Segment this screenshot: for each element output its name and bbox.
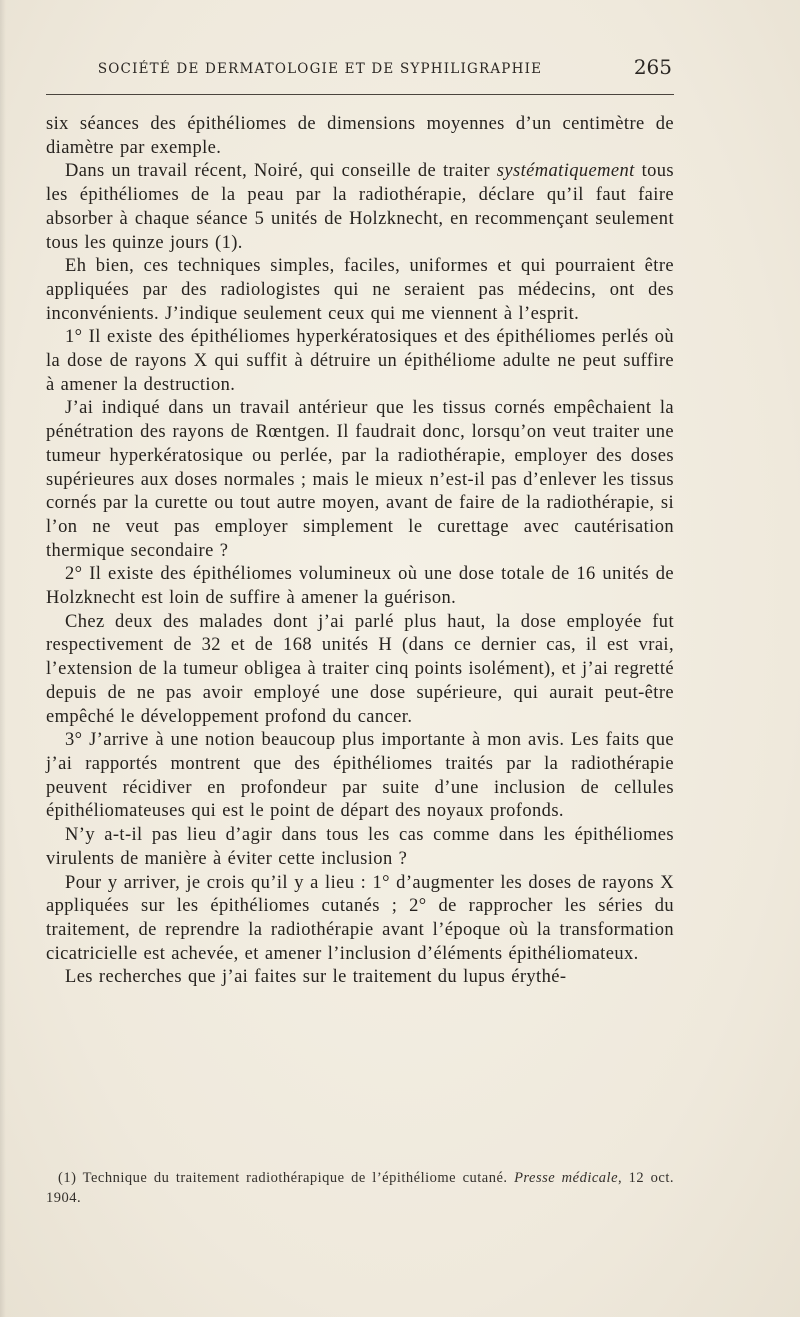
text-segment: tous les épithéliomes de la peau par la radiothérapie, déclare qu’il faut faire absorber à chaque séance 5 unités de Holzknecht, en recommençant seulement tous les quinze jours (1).: [46, 161, 675, 253]
running-head: [46, 55, 674, 85]
body-text: [46, 113, 674, 990]
page-edge-shadow: [0, 0, 6, 1317]
footnote: [46, 1168, 674, 1208]
paragraph: [46, 824, 674, 871]
text-segment: N’y a-t-il pas lieu d’agir dans tous les cas comme dans les épithéliomes virulents de manière à éviter cette inclusion ?: [46, 825, 674, 869]
italic-text: Presse médicale: [514, 1170, 619, 1186]
italic-text: systématiquement: [496, 161, 635, 182]
paragraph: [46, 872, 674, 967]
text-segment: Pour y arriver, je crois qu’il y a lieu : 1° d’augmenter les doses de rayons X appliquées sur les épithéliomes cutanés ; 2° de rapprocher les séries du traitement, de reprendre la radiothérapie avant l’époque où la transformation cicatricielle est achevée, et amener l’inclusion d’éléments épithéliomateux.: [46, 872, 674, 964]
text-segment: 2° Il existe des épithéliomes volumineux où une dose totale de 16 unités de Holzknecht est loin de suffire à amener la guérison.: [46, 564, 674, 609]
paragraph: [46, 966, 674, 990]
page-number: 265: [633, 55, 672, 79]
text-segment: six séances des épithéliomes de dimensions moyennes d’un centimètre de diamètre par exemple.: [46, 114, 674, 158]
paragraph: [46, 255, 674, 326]
running-title: SOCIÉTÉ DE DERMATOLOGIE ET DE SYPHILIGRAPHIE: [97, 61, 543, 77]
text-segment: 1° Il existe des épithéliomes hyperkératosiques et des épithéliomes perlés où la dose de rayons X qui suffit à détruire un épithéliome adulte ne peut suffire à amener la destruction.: [46, 327, 674, 395]
text-segment: Eh bien, ces techniques simples, faciles, uniformes et qui pourraient être appliquées par des radiologistes qui ne seraient pas médecins, ont des inconvénients. J’indique seulement ceux qui me viennent à l’esprit.: [46, 256, 674, 324]
text-segment: 3° J’arrive à une notion beaucoup plus importante à mon avis. Les faits que j’ai rapportés montrent que des épithéliomes traités par la radiothérapie peuvent récidiver en profondeur par suite d’une inclusion de cellules épithéliomateuses qui est le point de départ des noyaux profonds.: [46, 730, 674, 822]
text-segment: J’ai indiqué dans un travail antérieur que les tissus cornés empêchaient la pénétration des rayons de Rœntgen. Il faudrait donc, lorsqu’on veut traiter une tumeur hyperkératosique ou perlée, par la radiothérapie, employer des doses supérieures aux doses normales ; mais le mieux n’est-il pas d’enlever les tissus cornés par la curette ou tout autre moyen, avant de faire de la radiothérapie, si l’on ne veut pas employer simplement le curettage avec cautérisation thermique secondaire ?: [46, 398, 674, 561]
paragraph: [46, 326, 674, 397]
text-segment: (1) Technique du traitement radiothérapique de l’épithéliome cutané.: [58, 1170, 515, 1186]
text-segment: Chez deux des malades dont j’ai parlé plus haut, la dose employée fut respectivement de 32 et de 168 unités H (dans ce dernier cas, il est vrai, l’extension de la tumeur obligea à traiter cinq points isolément), et j’ai regretté depuis de ne pas avoir employé une dose supérieure, qui aurait peut-être empêché le développement profond du cancer.: [46, 611, 674, 727]
text-segment: Les recherches que j’ai faites sur le traitement du lupus érythé-: [65, 967, 567, 988]
paragraph: [46, 563, 674, 610]
text-segment: Dans un travail récent, Noiré, qui conseille de traiter: [65, 161, 497, 182]
paragraph: [46, 113, 674, 160]
paragraph: [46, 729, 674, 824]
paragraph: [46, 160, 674, 255]
footnotes: [46, 1168, 674, 1208]
header-rule: [46, 94, 674, 95]
paragraph: [46, 611, 674, 730]
paragraph: [46, 397, 674, 563]
text-segment: , 12 oct. 1904.: [46, 1170, 674, 1206]
